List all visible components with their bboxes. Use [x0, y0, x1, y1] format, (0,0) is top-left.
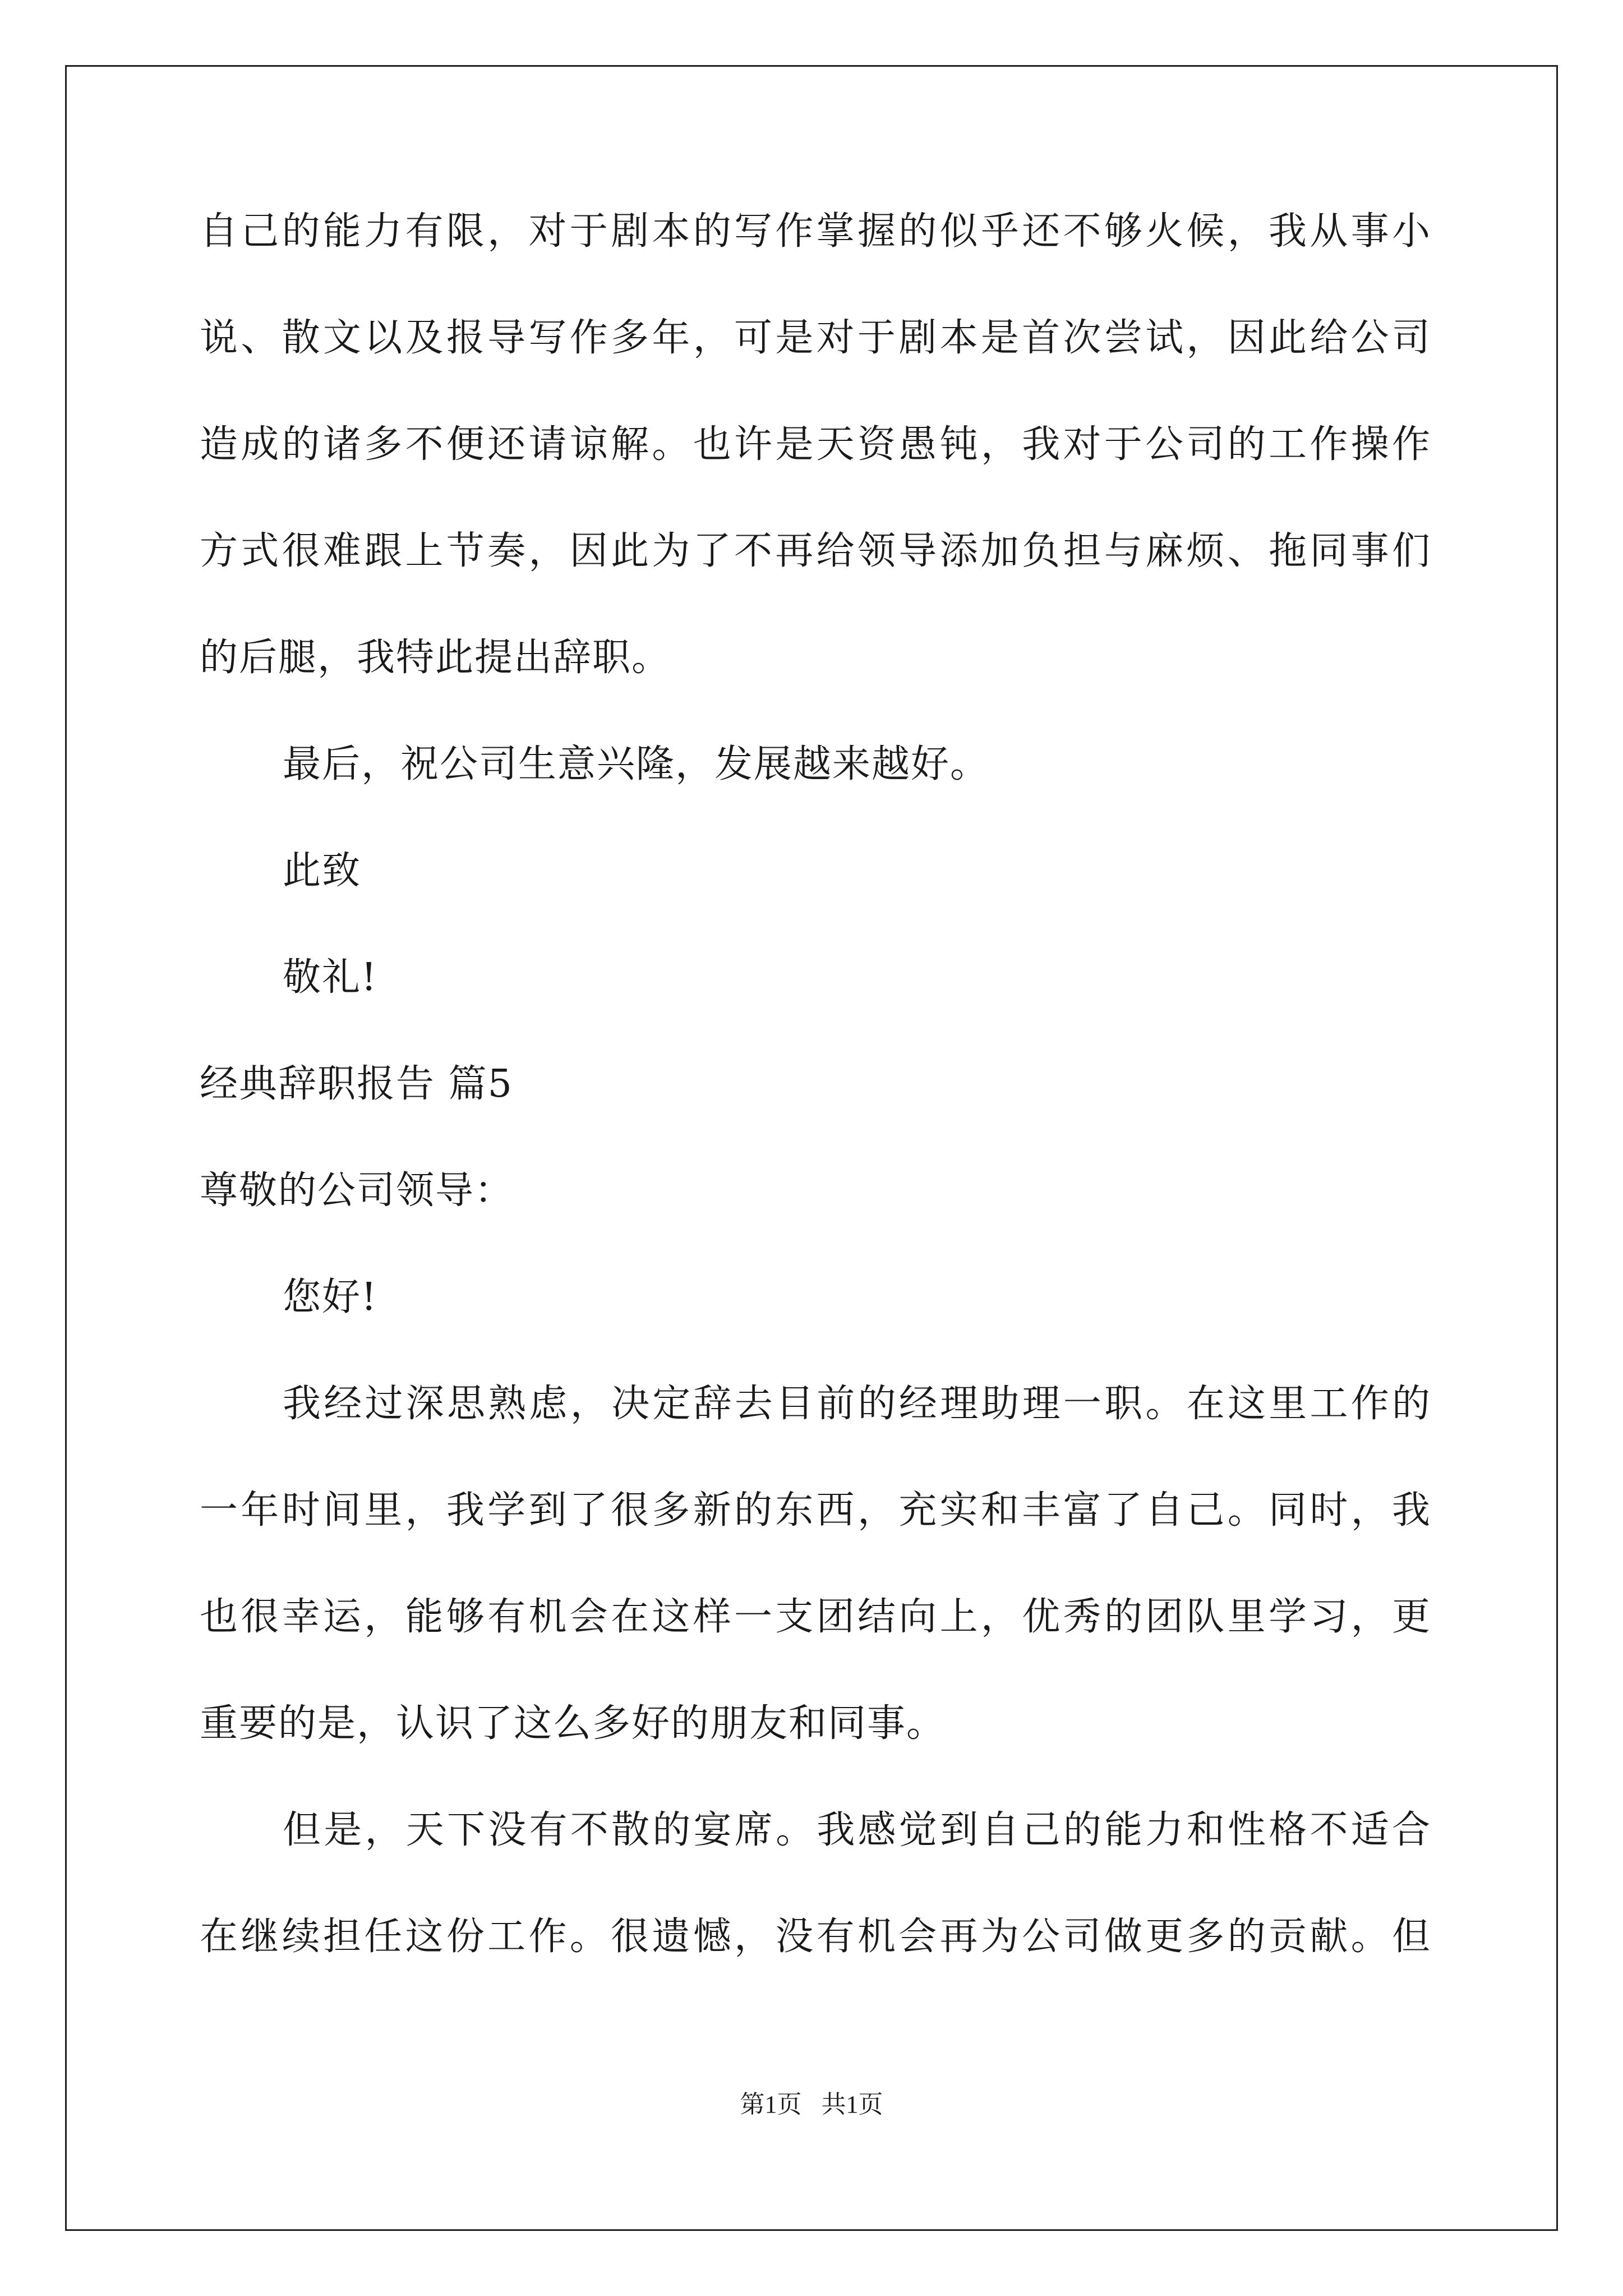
page-footer: [0, 2084, 1623, 2120]
paragraph-line: 在继续担任这份工作。很遗憾，没有机会再为公司做更多的贡献。但: [200, 1915, 1431, 1959]
paragraph-line: 但是，天下没有不散的宴席。我感觉到自己的能力和性格不适合: [283, 1808, 1431, 1852]
paragraph-line: 重要的是，认识了这么多好的朋友和同事。: [200, 1701, 946, 1746]
page-number-current: 第1页: [740, 2091, 802, 2118]
paragraph-line: 说、散文以及报导写作多年，可是对于剧本是首次尝试，因此给公司: [200, 316, 1431, 360]
closing-wish: 最后，祝公司生意兴隆，发展越来越好。: [283, 742, 990, 786]
salutation-regards: 敬礼!: [283, 955, 378, 1000]
paragraph-line: 方式很难跟上节奏，因此为了不再给领导添加负担与麻烦、拖同事们: [200, 529, 1431, 573]
paragraph-line: 的后腿，我特此提出辞职。: [200, 636, 671, 680]
page-border: [65, 65, 1558, 2231]
paragraph-line: 也很幸运，能够有机会在这样一支团结向上，优秀的团队里学习，更: [200, 1595, 1431, 1639]
page-number-total: 共1页: [821, 2091, 883, 2118]
addressee: 尊敬的公司领导：: [200, 1168, 514, 1213]
paragraph-line: 造成的诸多不便还请谅解。也许是天资愚钝，我对于公司的工作操作: [200, 422, 1431, 467]
paragraph-line: 自己的能力有限，对于剧本的写作掌握的似乎还不够火候，我从事小: [200, 209, 1431, 254]
greeting: 您好!: [283, 1275, 378, 1319]
salutation-closing: 此致: [283, 849, 362, 893]
section-heading: 经典辞职报告 篇5: [200, 1062, 513, 1106]
paragraph-line: 一年时间里，我学到了很多新的东西，充实和丰富了自己。同时，我: [200, 1488, 1431, 1533]
paragraph-line: 我经过深思熟虑，决定辞去目前的经理助理一职。在这里工作的: [283, 1382, 1431, 1426]
